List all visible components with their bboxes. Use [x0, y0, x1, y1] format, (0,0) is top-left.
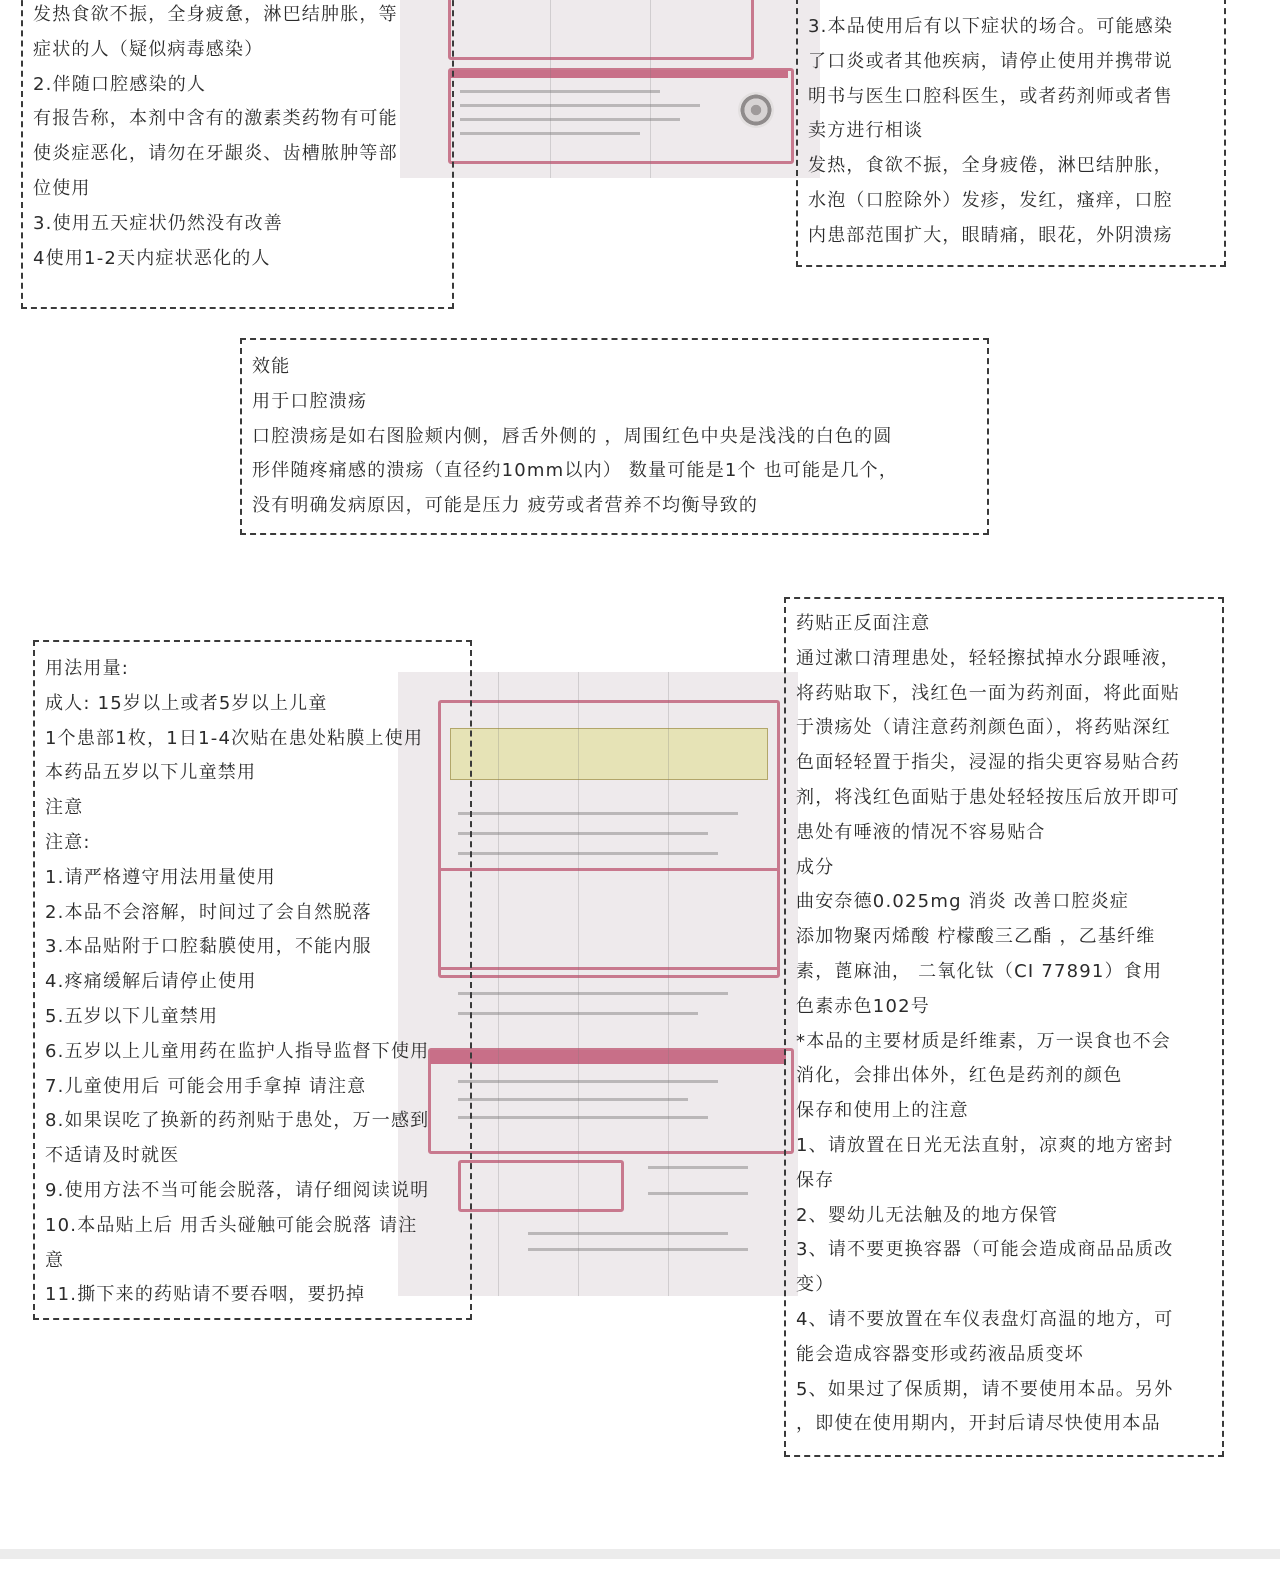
section-heading: 保存和使用上的注意	[796, 1100, 969, 1122]
section-heading: 效能	[252, 356, 291, 377]
text-line: 3、请不要更换容器（可能会造成商品品质改	[796, 1239, 1174, 1261]
text-line: 曲安奈德0.025mg 消炎 改善口腔炎症	[796, 891, 1130, 913]
text-line: 变）	[796, 1274, 835, 1296]
text-line: 于溃疡处（请注意药剂颜色面），将药贴深红	[796, 717, 1171, 739]
text-line: 注意:	[45, 831, 91, 853]
text-line: 消化，会排出体外，红色是药剂的颜色	[796, 1065, 1123, 1087]
text-line: 形伴随疼痛感的溃疡（直径约10mm以内） 数量可能是1个 也可能是几个，	[252, 460, 899, 482]
text-line: 口腔溃疡是如右图脸颊内侧，唇舌外侧的 ，周围红色中央是浅浅的白色的圆	[252, 425, 893, 447]
text-line: 1.请严格遵守用法用量使用	[45, 866, 276, 888]
text-line: ，即使在使用期内，开封后请尽快使用本品	[796, 1413, 1161, 1435]
text-line: 4.疼痛缓解后请停止使用	[45, 971, 257, 993]
text-line: 3.本品使用后有以下症状的场合。可能感染	[808, 16, 1174, 37]
text-line: 11.撕下来的药贴请不要吞咽，要扔掉	[45, 1284, 366, 1306]
text-line: 9.使用方法不当可能会脱落，请仔细阅读说明	[45, 1179, 430, 1201]
text-line: 素，蓖麻油， 二氧化钛（CI 77891）食用	[796, 960, 1163, 982]
text-line: 1、请放置在日光无法直射，凉爽的地方密封	[796, 1134, 1174, 1156]
text-line: 有报告称，本剂中含有的激素类药物有可能	[33, 108, 398, 130]
text-line: 卖方进行相谈	[808, 120, 924, 142]
text-line: 4使用1-2天内症状恶化的人	[33, 247, 271, 269]
text-line: 通过漱口清理患处，轻轻擦拭掉水分跟唾液，	[796, 647, 1180, 669]
text-line: 色面轻轻置于指尖，浸湿的指尖更容易贴合药	[796, 752, 1180, 774]
note-box-top-left	[21, 0, 454, 309]
text-line: 3.使用五天症状仍然没有改善	[33, 212, 283, 234]
text-line: 发热，食欲不振，全身疲倦，淋巴结肿胀，	[808, 155, 1173, 177]
text-line: 内患部范围扩大，眼睛痛，眼花，外阴溃疡	[808, 224, 1173, 246]
text-line: 3.本品贴附于口腔黏膜使用，不能内服	[45, 936, 372, 958]
efficacy-box	[240, 338, 989, 535]
text-line: 8.如果误吃了换新的药剂贴于患处，万一感到	[45, 1110, 430, 1132]
usage-box	[33, 640, 472, 1320]
text-line: 1个患部1枚，1日1-4次贴在患处粘膜上使用	[45, 727, 424, 749]
text-line: 2.伴随口腔感染的人	[33, 73, 207, 95]
section-heading: 药贴正反面注意	[796, 613, 931, 634]
text-line: 5.五岁以下儿童禁用	[45, 1005, 219, 1027]
note-box-top-right	[796, 0, 1226, 267]
text-line: *本品的主要材质是纤维素，万一误食也不会	[796, 1030, 1171, 1052]
text-line: 2.本品不会溶解，时间过了会自然脱落	[45, 901, 372, 923]
patch-instructions-box	[784, 597, 1224, 1457]
text-line: 症状的人（疑似病毒感染）	[33, 38, 264, 60]
text-line: 2、婴幼儿无法触及的地方保管	[796, 1204, 1059, 1226]
text-line: 5、如果过了保质期，请不要使用本品。另外	[796, 1378, 1174, 1400]
text-line: 水泡（口腔除外）发疹，发红，瘙痒，口腔	[808, 189, 1173, 211]
text-line: 不适请及时就医	[45, 1145, 180, 1167]
text-line: 保存	[796, 1169, 835, 1191]
section-heading: 用法用量:	[45, 658, 130, 679]
text-line: 注意	[45, 797, 84, 819]
text-line: 了口炎或者其他疾病，请停止使用并携带说	[808, 50, 1173, 72]
text-line: 添加物聚丙烯酸 柠檬酸三乙酯 ，乙基纤维	[796, 926, 1156, 948]
text-line: 将药贴取下，浅红色一面为药剂面，将此面贴	[796, 682, 1180, 704]
text-line: 位使用	[33, 177, 91, 199]
text-line: 没有明确发病原因，可能是压力 疲劳或者营养不均衡导致的	[252, 495, 759, 517]
text-line: 能会造成容器变形或药液品质变坏	[796, 1343, 1084, 1365]
text-line: 色素赤色102号	[796, 995, 930, 1017]
text-line: 本药品五岁以下儿童禁用	[45, 762, 257, 784]
section-heading: 成分	[796, 856, 835, 878]
text-line: 发热食欲不振，全身疲惫，淋巴结肿胀，等	[33, 4, 398, 25]
text-line: 意	[45, 1249, 65, 1271]
bottom-divider	[0, 1549, 1280, 1559]
text-line: 用于口腔溃疡	[252, 390, 368, 412]
text-line: 4、请不要放置在车仪表盘灯高温的地方，可	[796, 1308, 1174, 1330]
text-line: 使炎症恶化，请勿在牙龈炎、齿槽脓肿等部	[33, 143, 398, 165]
text-line: 明书与医生口腔科医生，或者药剂师或者售	[808, 85, 1173, 107]
text-line: 7.儿童使用后 可能会用手拿掉 请注意	[45, 1075, 367, 1097]
text-line: 患处有唾液的情况不容易贴合	[796, 821, 1046, 843]
text-line: 10.本品贴上后 用舌头碰触可能会脱落 请注	[45, 1214, 418, 1236]
text-line: 剂，将浅红色面贴于患处轻轻按压后放开即可	[796, 786, 1180, 808]
text-line: 6.五岁以上儿童用药在监护人指导监督下使用	[45, 1040, 430, 1062]
text-line: 成人: 15岁以上或者5岁以上儿童	[45, 692, 328, 714]
leaflet-photo-top	[400, 0, 820, 178]
